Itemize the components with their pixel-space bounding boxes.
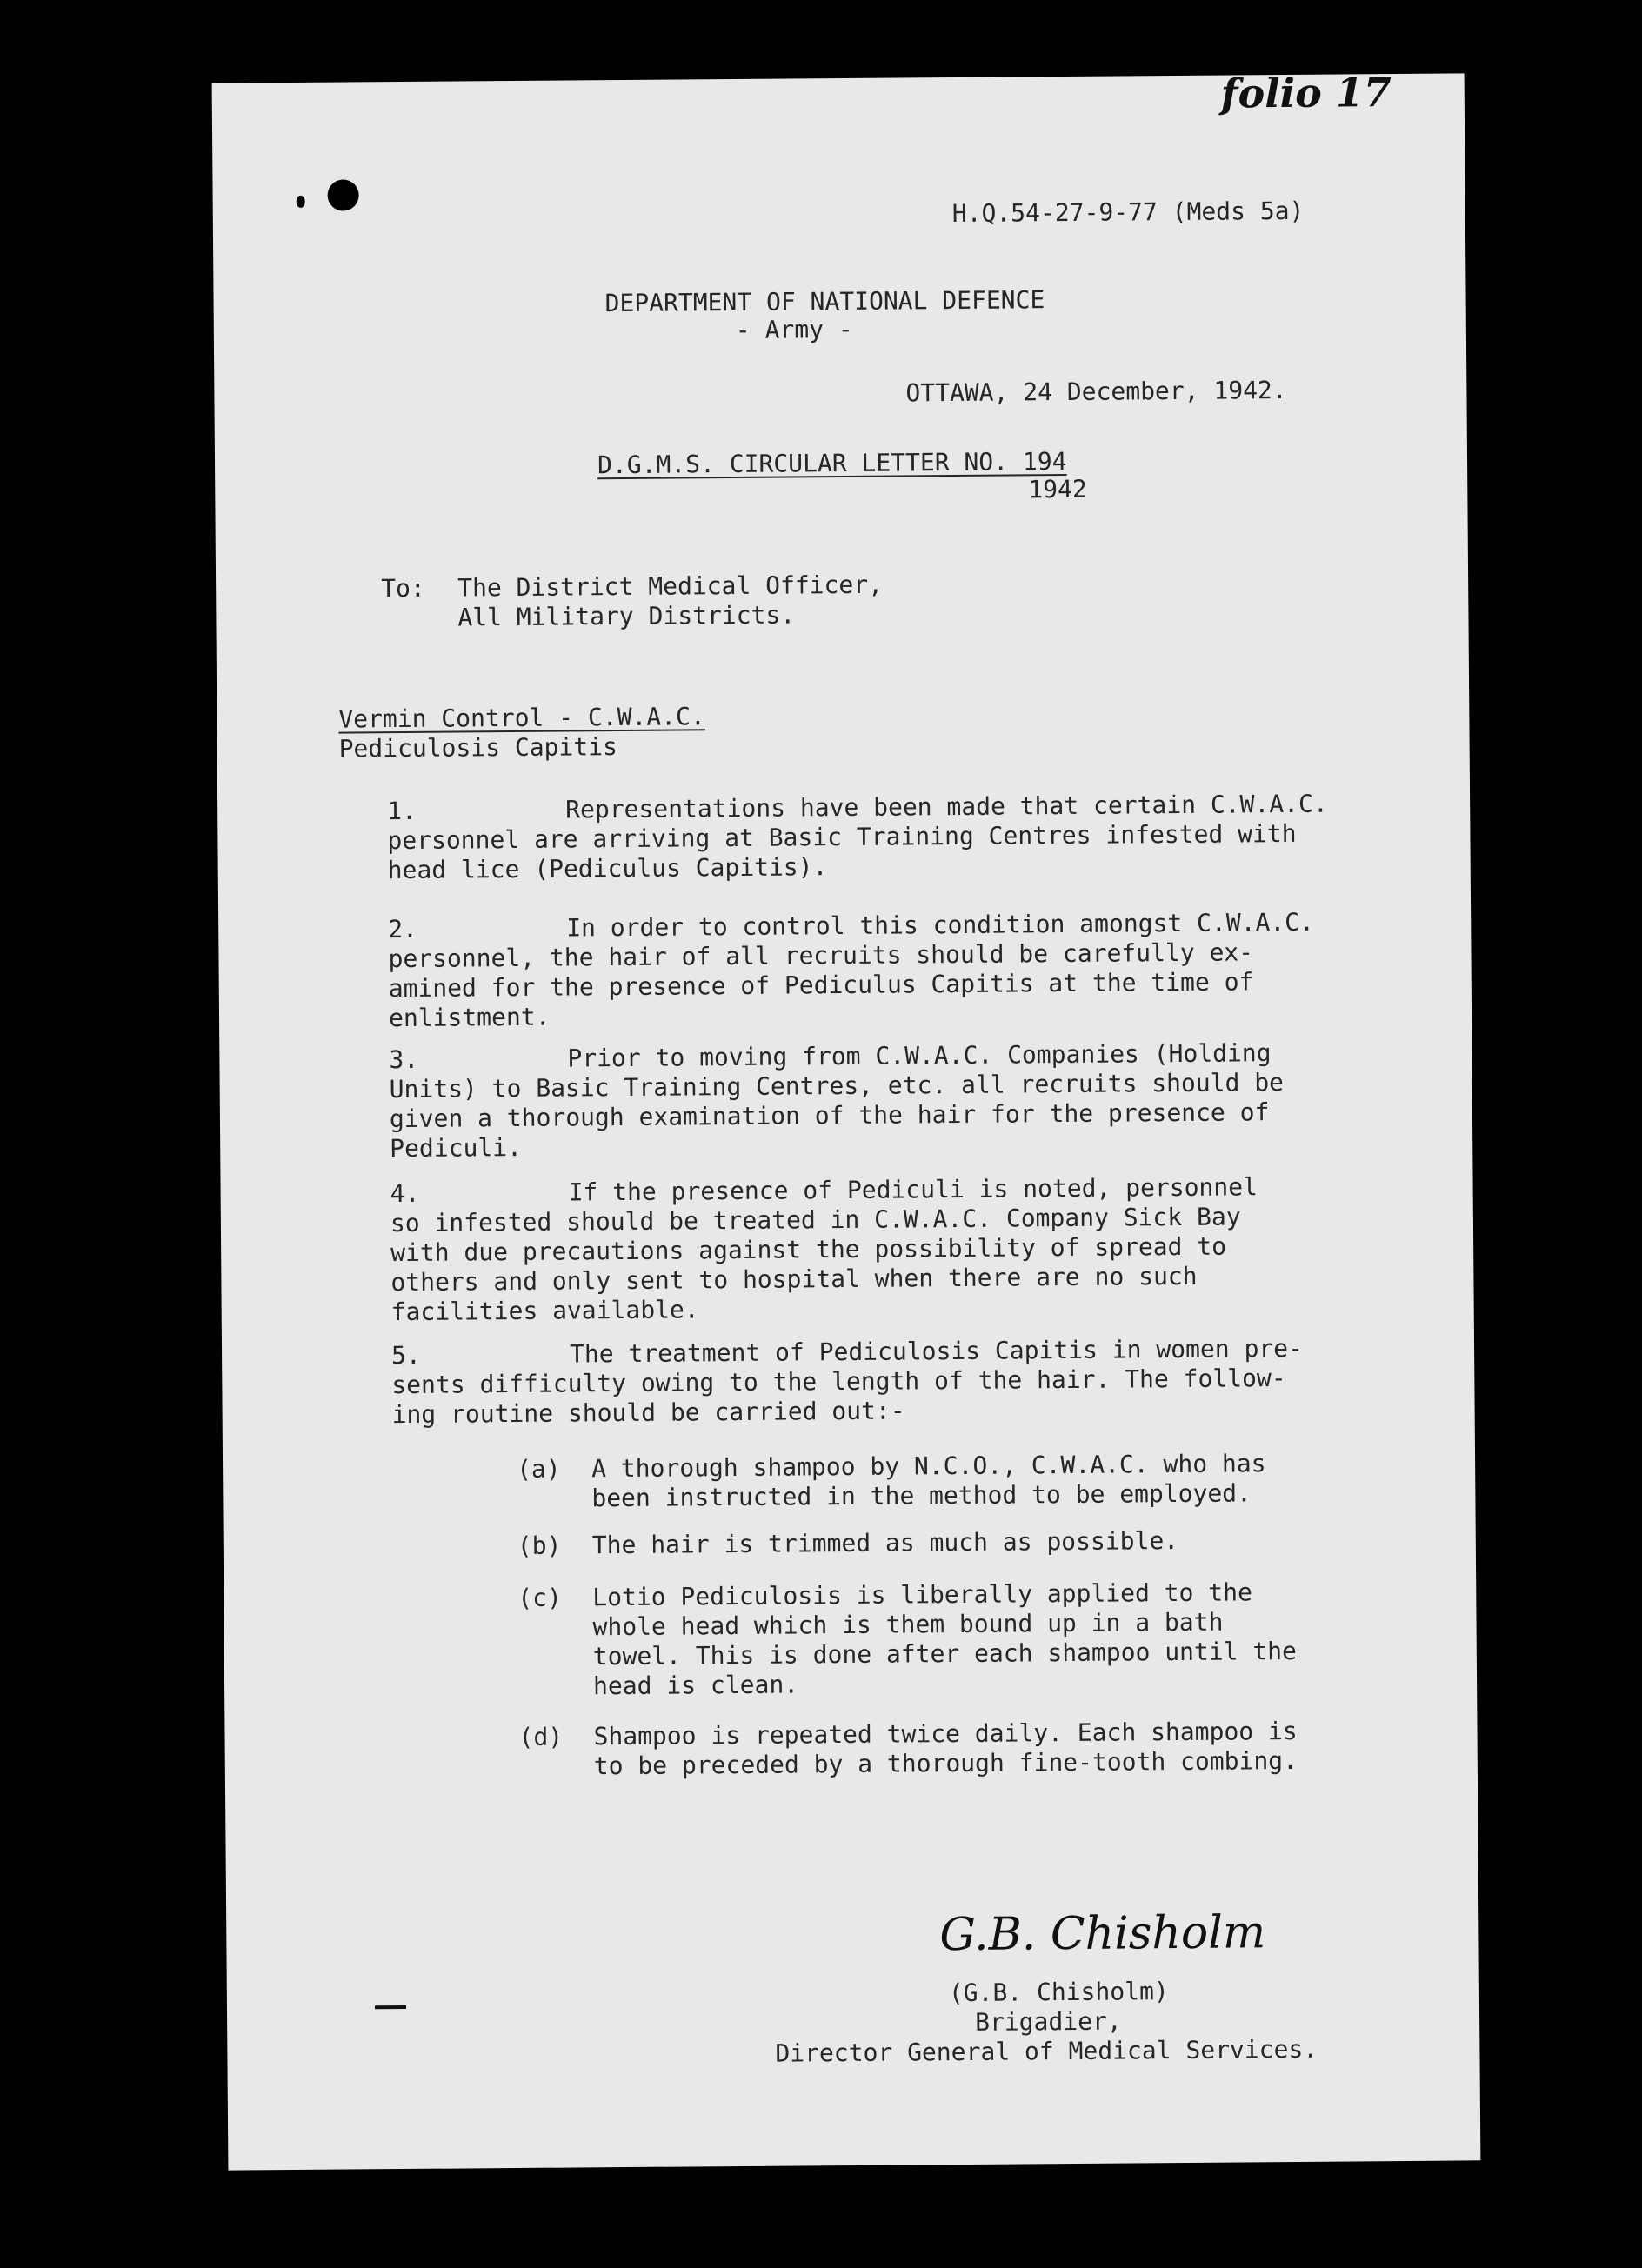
paragraph-line: with due precautions against the possibility of spread to	[390, 1231, 1227, 1268]
paragraph-line: head lice (Pediculus Capitis).	[387, 852, 828, 885]
paragraph-line: Units) to Basic Training Centres, etc. all recruits should be	[389, 1068, 1285, 1104]
paragraph-line: others and only sent to hospital when there are no such	[390, 1261, 1198, 1297]
signatory-name: (G.B. Chisholm)	[948, 1977, 1169, 2008]
paragraph-4	[390, 1171, 1365, 1327]
circular-title: D.G.M.S. CIRCULAR LETTER NO. 194	[597, 446, 1067, 480]
paragraph-line: amined for the presence of Pediculus Capitis at the time of	[388, 967, 1254, 1004]
subitem-line: been instructed in the method to be employed.	[591, 1478, 1252, 1513]
paragraph-1	[387, 789, 1362, 885]
signatory-title: Director General of Medical Services.	[775, 2034, 1318, 2068]
paragraph-3	[389, 1037, 1364, 1164]
paragraph-number: 3.	[389, 1044, 419, 1075]
subitem-line: to be preceded by a thorough fine-tooth combing.	[593, 1745, 1298, 1781]
ink-speck	[297, 196, 305, 208]
paragraph-line: The treatment of Pediculosis Capitis in women pre-	[569, 1333, 1304, 1369]
subitem-label: (c)	[517, 1583, 562, 1612]
addressee-line-2: All Military Districts.	[457, 600, 796, 632]
subitem-line: Lotio Pediculosis is liberally applied to the	[592, 1578, 1252, 1612]
branch-heading: - Army -	[735, 314, 853, 344]
paragraph-number: 5.	[390, 1340, 421, 1371]
paragraph-line: If the presence of Pediculi is noted, personnel	[568, 1172, 1258, 1207]
subitem-label: (b)	[517, 1531, 562, 1560]
subitem-line: A thorough shampoo by N.C.O., C.W.A.C. who has	[591, 1449, 1266, 1484]
paragraph-line: given a thorough examination of the hair for the presence of	[389, 1097, 1270, 1134]
paragraph-line: Pediculi.	[390, 1132, 523, 1164]
subject-line-1: Vermin Control - C.W.A.C.	[338, 702, 705, 734]
paragraph-line: facilities available.	[390, 1295, 699, 1327]
file-reference: H.Q.54-27-9-77 (Meds 5a)	[951, 196, 1305, 229]
addressee-line-1: The District Medical Officer,	[457, 570, 884, 603]
paragraph-2	[388, 907, 1363, 1033]
punch-hole-mark	[327, 179, 358, 210]
subitem-line: whole head which is them bound up in a bath	[592, 1607, 1224, 1642]
paragraph-line: so infested should be treated in C.W.A.C. Company Sick Bay	[390, 1202, 1241, 1238]
place-date: OTTAWA, 24 December, 1942.	[905, 375, 1287, 408]
paragraph-line: ing routine should be carried out:-	[391, 1396, 905, 1430]
paragraph-line: personnel, the hair of all recruits should be carefully ex-	[388, 937, 1254, 974]
subitem-label: (a)	[516, 1454, 561, 1484]
signatory-rank: Brigadier,	[975, 2006, 1122, 2037]
subitem-line: towel. This is done after each shampoo until the	[592, 1636, 1298, 1671]
subject-line-2: Pediculosis Capitis	[338, 732, 618, 764]
paragraph-line: Prior to moving from C.W.A.C. Companies (Holding	[567, 1038, 1272, 1073]
paragraph-line: personnel are arriving at Basic Training Centres infested with	[387, 818, 1297, 856]
paragraph-line: enlistment.	[388, 1002, 551, 1033]
subitem-line: The hair is trimmed as much as possible.	[591, 1526, 1179, 1560]
paragraph-line: Representations have been made that certain C.W.A.C.	[565, 789, 1328, 824]
paragraph-number: 2.	[388, 914, 418, 944]
subitem-line: head is clean.	[592, 1670, 799, 1701]
paragraph-number: 4.	[390, 1178, 420, 1209]
subitem-line: Shampoo is repeated twice daily. Each shampoo is	[593, 1716, 1298, 1751]
handwritten-signature: G.B. Chisholm	[939, 1906, 1266, 1962]
paragraph-number: 1.	[387, 796, 417, 826]
paragraph-5	[391, 1333, 1366, 1430]
paragraph-line: In order to control this condition amongst C.W.A.C.	[566, 907, 1315, 943]
margin-dash	[375, 2005, 406, 2009]
to-label: To:	[381, 573, 425, 604]
circular-year: 1942	[1028, 474, 1087, 504]
folio-annotation: folio 17	[1220, 69, 1392, 117]
subitem-label: (d)	[518, 1722, 564, 1751]
paragraph-line: sents difficulty owing to the length of the hair. The follow-	[391, 1364, 1286, 1400]
document-page	[212, 69, 1481, 2170]
department-heading: DEPARTMENT OF NATIONAL DEFENCE	[604, 285, 1045, 318]
